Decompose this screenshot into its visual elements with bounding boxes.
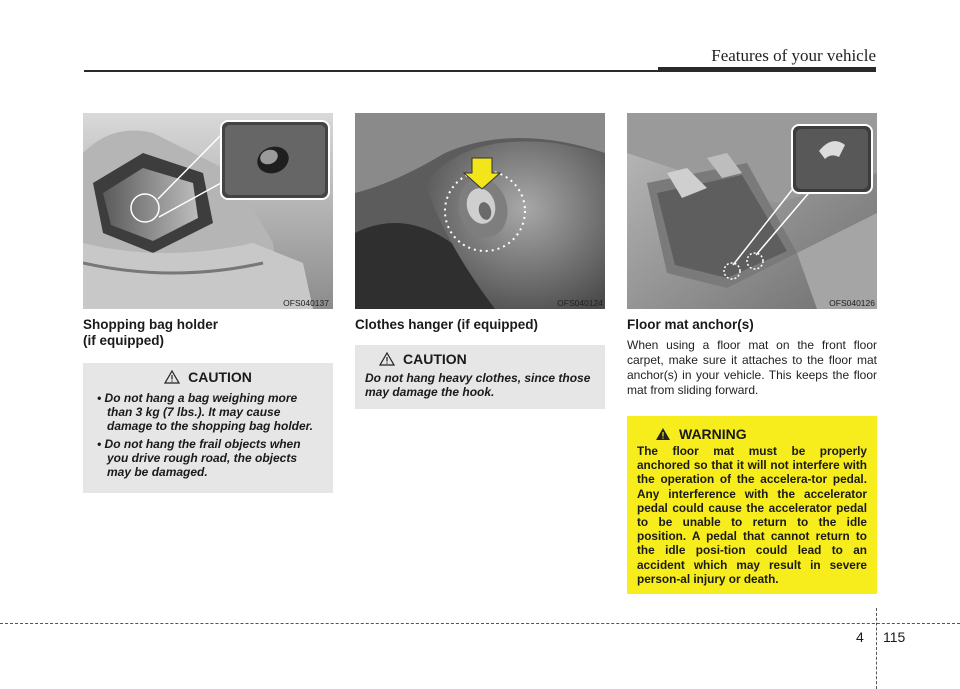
caution-list xyxy=(93,391,323,479)
warning-box xyxy=(627,416,877,594)
section-clothes-hanger xyxy=(355,113,605,409)
section-heading: Shopping bag holder (if equipped) xyxy=(83,317,218,348)
caution-box xyxy=(355,345,605,409)
warning-triangle-icon xyxy=(655,427,671,441)
section-heading: Clothes hanger (if equipped) xyxy=(355,317,539,332)
section-floor-mat-anchor xyxy=(627,113,877,594)
shopping-bag-holder-photo xyxy=(83,113,333,309)
section-body: When using a floor mat on the front floor carpet, make sure it attaches to the floor mat anchor(s) in your vehicle. This keeps the floor mat from sliding forward. xyxy=(627,338,877,397)
photo-code: OFS040124 xyxy=(557,298,603,308)
caution-text: Do not hang heavy clothes, since those may damage the hook. xyxy=(365,371,591,399)
caution-header: CAUTION xyxy=(365,351,595,367)
photo-code: OFS040137 xyxy=(283,298,329,308)
clothes-hanger-photo xyxy=(355,113,605,309)
footer-rule xyxy=(0,623,960,624)
warning-triangle-icon xyxy=(164,370,180,384)
header-title: Features of your vehicle xyxy=(711,46,876,65)
footer-divider xyxy=(876,608,877,689)
chapter-number: 4 xyxy=(856,629,864,645)
warning-text: The floor mat must be properly anchored so that it will not interfere with the operation of the accelera-tor pedal. Any interference with the accelerator pedal could cause the accelerator pedal to be unable to return to the idle position. A pedal that cannot return to the idle posi-tion could lead to an accident which may result in severe person-al injury or death. xyxy=(637,444,867,586)
floor-mat-anchor-photo xyxy=(627,113,877,309)
section-heading: Floor mat anchor(s) xyxy=(627,317,754,332)
caution-item: • Do not hang the frail objects when you drive rough road, the objects may be damaged. xyxy=(97,437,301,479)
section-shopping-bag-holder xyxy=(83,113,333,493)
caution-header: CAUTION xyxy=(93,369,323,385)
warning-header: WARNING xyxy=(637,426,867,442)
caution-item: • Do not hang a bag weighing more than 3 kg (7 lbs.). It may cause damage to the shopping bag holder. xyxy=(97,391,314,433)
caution-box xyxy=(83,363,333,493)
page-number: 115 xyxy=(883,629,906,645)
photo-code: OFS040126 xyxy=(829,298,875,308)
warning-triangle-icon xyxy=(379,352,395,366)
header-rule-accent xyxy=(658,67,876,72)
